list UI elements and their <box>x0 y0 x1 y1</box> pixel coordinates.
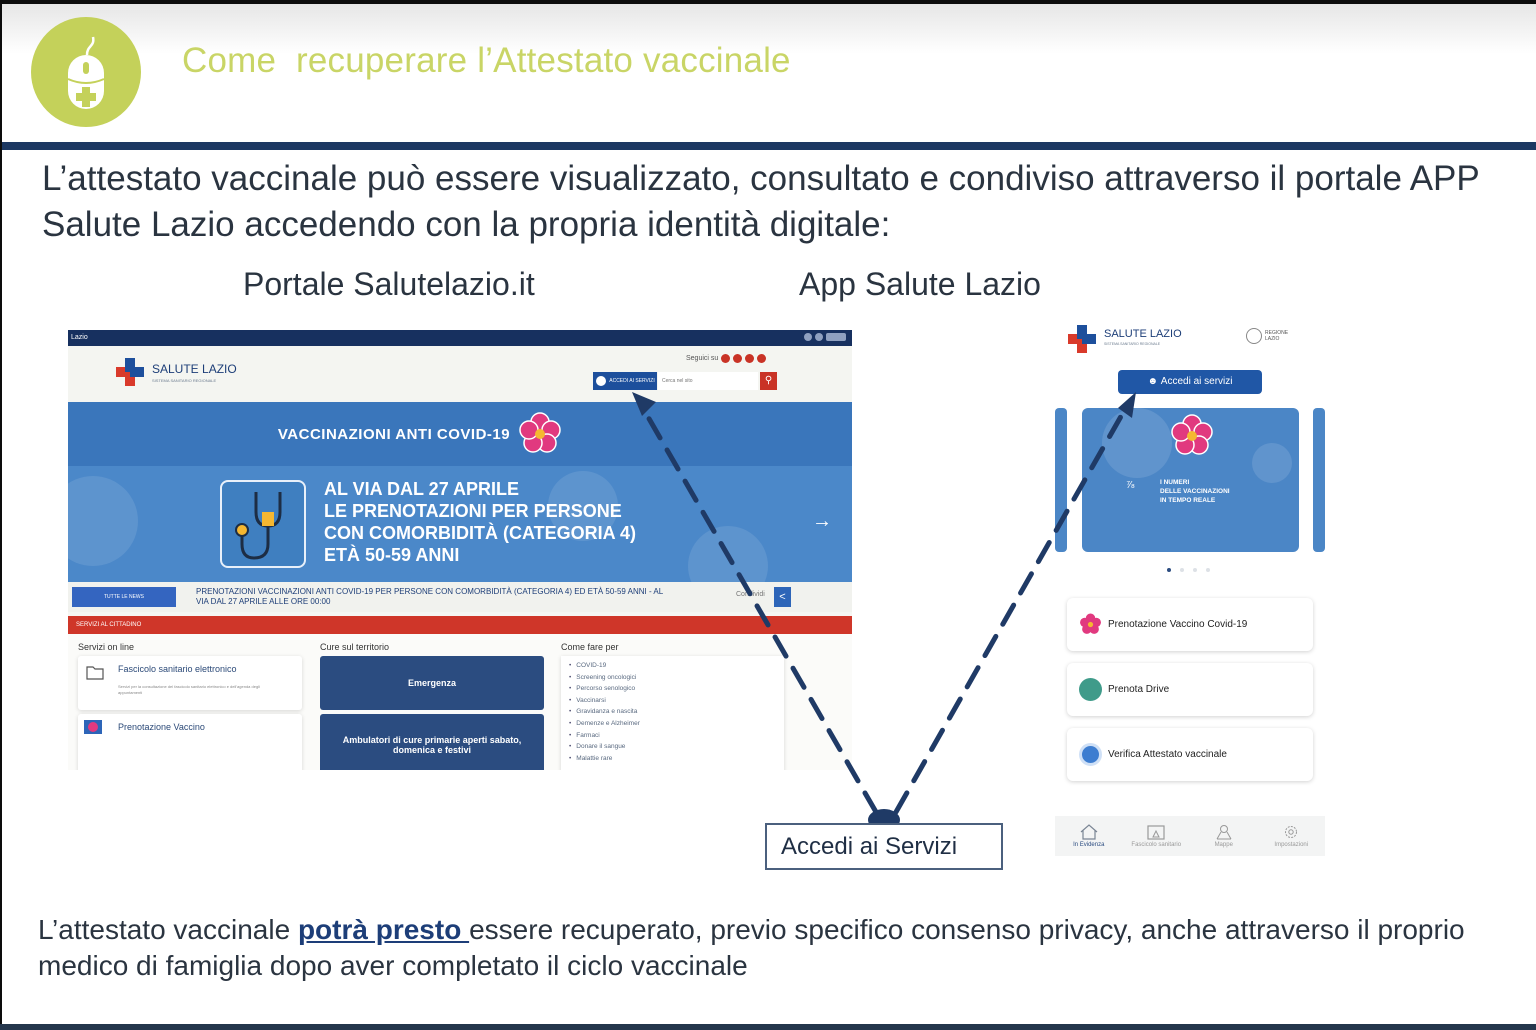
vaccine-flower-icon <box>84 720 102 734</box>
folder-icon <box>86 665 104 680</box>
app-item-label: Verifica Attestato vaccinale <box>1108 749 1227 760</box>
list-item[interactable]: • Screening oncologici <box>569 672 776 684</box>
app-item-verifica-attestato[interactable] <box>1067 728 1313 781</box>
map-pin-icon <box>1214 824 1234 840</box>
facebook-icon[interactable] <box>721 354 730 363</box>
accedi-callout-label: Accedi ai Servizi <box>765 823 1003 870</box>
arrow-right-icon[interactable]: → <box>812 510 832 532</box>
certificate-icon <box>1079 743 1102 766</box>
portal-screenshot <box>68 330 852 770</box>
app-screenshot <box>1055 316 1325 856</box>
accedi-ai-servizi-button[interactable]: ACCEDI AI SERVIZI <box>593 372 657 390</box>
card-prenotazione-vaccino[interactable] <box>78 714 302 770</box>
regione-emblem-icon <box>1246 328 1262 344</box>
regione-label: REGIONE LAZIO <box>1265 330 1289 342</box>
app-logo <box>1068 325 1182 353</box>
portal-header <box>68 346 852 402</box>
portal-topbar-label: Lazio <box>71 334 88 341</box>
stethoscope-icon <box>220 480 306 568</box>
tile-emergenza[interactable]: Emergenza <box>320 656 544 710</box>
user-icon: ☻ <box>1147 376 1161 387</box>
flower-icon <box>518 412 562 456</box>
twitter-icon[interactable] <box>733 354 742 363</box>
slide-title: Come recuperare l’Attestato vaccinale <box>182 41 791 80</box>
folder-icon <box>1146 824 1166 840</box>
bottom-bar <box>0 1024 1536 1030</box>
all-news-button[interactable]: TUTTE LE NEWS <box>72 587 176 607</box>
col-online-heading: Servizi on line <box>78 642 135 652</box>
vials-icon: ⅞ <box>1126 480 1135 491</box>
section-bar: SERVIZI AL CITTADINO <box>68 616 852 634</box>
list-item[interactable]: • Gravidanza e nascita <box>569 706 776 718</box>
list-item[interactable]: • Farmaci <box>569 730 776 742</box>
col-cure-heading: Cure sul territorio <box>320 642 390 652</box>
app-item-label: Prenota Drive <box>1108 684 1170 695</box>
slide <box>2 4 1536 1025</box>
youtube-icon[interactable] <box>745 354 754 363</box>
news-ticker <box>68 582 852 612</box>
portal-subheading: Portale Salutelazio.it <box>243 266 535 302</box>
app-brand: SALUTE LAZIO <box>1104 328 1182 340</box>
home-icon <box>1079 824 1099 840</box>
card-title: Fascicolo sanitario elettronico <box>118 664 237 674</box>
services-section <box>68 634 852 770</box>
search-input[interactable] <box>658 372 758 390</box>
tab-in-evidenza[interactable]: In Evidenza <box>1059 824 1119 848</box>
note-emphasis: potrà presto <box>297 914 470 945</box>
app-brand-sub: SISTEMA SANITARIO REGIONALE <box>1104 342 1161 346</box>
share-icon: < <box>779 591 786 603</box>
portal-brand-sub: SISTEMA SANITARIO REGIONALE <box>152 378 217 383</box>
search-icon: ⚲ <box>764 375 773 386</box>
red-blue-cross-icon <box>1068 325 1096 353</box>
footer-note: L’attestato vaccinale potrà presto essere recuperato, previo specifico consenso privacy, anche attraverso il proprio medico di famiglia dopo aver completato il ciclo vaccinale <box>38 914 1465 981</box>
portal-topbar <box>68 330 852 346</box>
app-item-label: Prenotazione Vaccino Covid-19 <box>1108 619 1248 630</box>
portal-logo[interactable] <box>116 358 237 386</box>
news-banner[interactable] <box>68 466 852 582</box>
flower-icon <box>1079 613 1102 636</box>
carousel-dots[interactable] <box>1167 568 1210 572</box>
list-item[interactable]: • Percorso senologico <box>569 683 776 695</box>
topbar-icons <box>804 333 846 341</box>
carousel-next-card[interactable] <box>1313 408 1325 552</box>
card-fascicolo[interactable] <box>78 656 302 710</box>
follow-us <box>686 354 766 363</box>
app-item-prenotazione-vaccino[interactable] <box>1067 598 1313 651</box>
app-accedi-button[interactable] <box>1118 370 1262 394</box>
banner-text: AL VIA DAL 27 APRILE LE PRENOTAZIONI PER PERSONE CON COMORBIDITÀ (CATEGORIA 4) ETÀ 50-59 ANNI <box>324 479 636 565</box>
carousel-prev-card[interactable] <box>1055 408 1067 552</box>
tab-fascicolo[interactable]: Fascicolo sanitario <box>1126 824 1186 848</box>
app-accedi-label: Accedi ai servizi <box>1160 376 1233 387</box>
list-item[interactable]: • COVID-19 <box>569 660 776 672</box>
portal-brand: SALUTE LAZIO <box>152 362 237 376</box>
gear-icon <box>1281 824 1301 840</box>
list-item[interactable]: • Donare il sangue <box>569 741 776 753</box>
flower-icon <box>1170 414 1214 458</box>
col-come-heading: Come fare per <box>561 642 619 652</box>
come-fare-list <box>561 656 784 770</box>
app-item-prenota-drive[interactable] <box>1067 663 1313 716</box>
header-divider <box>2 142 1536 150</box>
app-subheading: App Salute Lazio <box>799 266 1041 302</box>
list-item[interactable]: • Demenze e Alzheimer <box>569 718 776 730</box>
instagram-icon[interactable] <box>757 354 766 363</box>
search-button[interactable] <box>760 372 777 390</box>
tab-impostazioni[interactable]: Impostazioni <box>1261 824 1321 848</box>
card-title: Prenotazione Vaccino <box>118 722 205 732</box>
share-label: Condividi <box>736 591 765 598</box>
app-tab-bar <box>1055 816 1325 856</box>
tab-mappe[interactable]: Mappe <box>1194 824 1254 848</box>
intro-text: L’attestato vaccinale può essere visualizzato, consultato e condiviso attraverso il portale APP Salute Lazio accedendo con la propria identità digitale: <box>42 159 1480 244</box>
card-desc: Servizi per la consultazione del fascicolo sanitario elettronico e dell'agenda degli appuntamenti <box>118 684 260 695</box>
banner-title: VACCINAZIONI ANTI COVID-19 <box>277 425 511 443</box>
banner-title-bar <box>68 402 852 466</box>
tile-ambulatori[interactable]: Ambulatori di cure primarie aperti sabato, domenica e festivi <box>320 714 544 770</box>
follow-label: Seguici su <box>686 355 719 362</box>
carousel-text: I NUMERI DELLE VACCINAZIONI IN TEMPO REALE <box>1160 479 1230 504</box>
drive-icon <box>1079 678 1102 701</box>
carousel-card[interactable] <box>1082 408 1299 552</box>
regione-lazio-logo <box>1246 328 1295 344</box>
news-headline[interactable]: PRENOTAZIONI VACCINAZIONI ANTI COVID-19 PER PERSONE CON COMORBIDITÀ (CATEGORIA 4) ED ETÀ 50-59 ANNI - AL VIA DAL 27 APRILE ALLE ORE 00:00 <box>196 587 663 606</box>
red-blue-cross-icon <box>116 358 144 386</box>
share-button[interactable] <box>774 587 791 607</box>
list-item[interactable]: • Malattie rare <box>569 753 776 765</box>
mouse-plus-icon <box>31 17 141 127</box>
list-item[interactable]: • Vaccinarsi <box>569 695 776 707</box>
